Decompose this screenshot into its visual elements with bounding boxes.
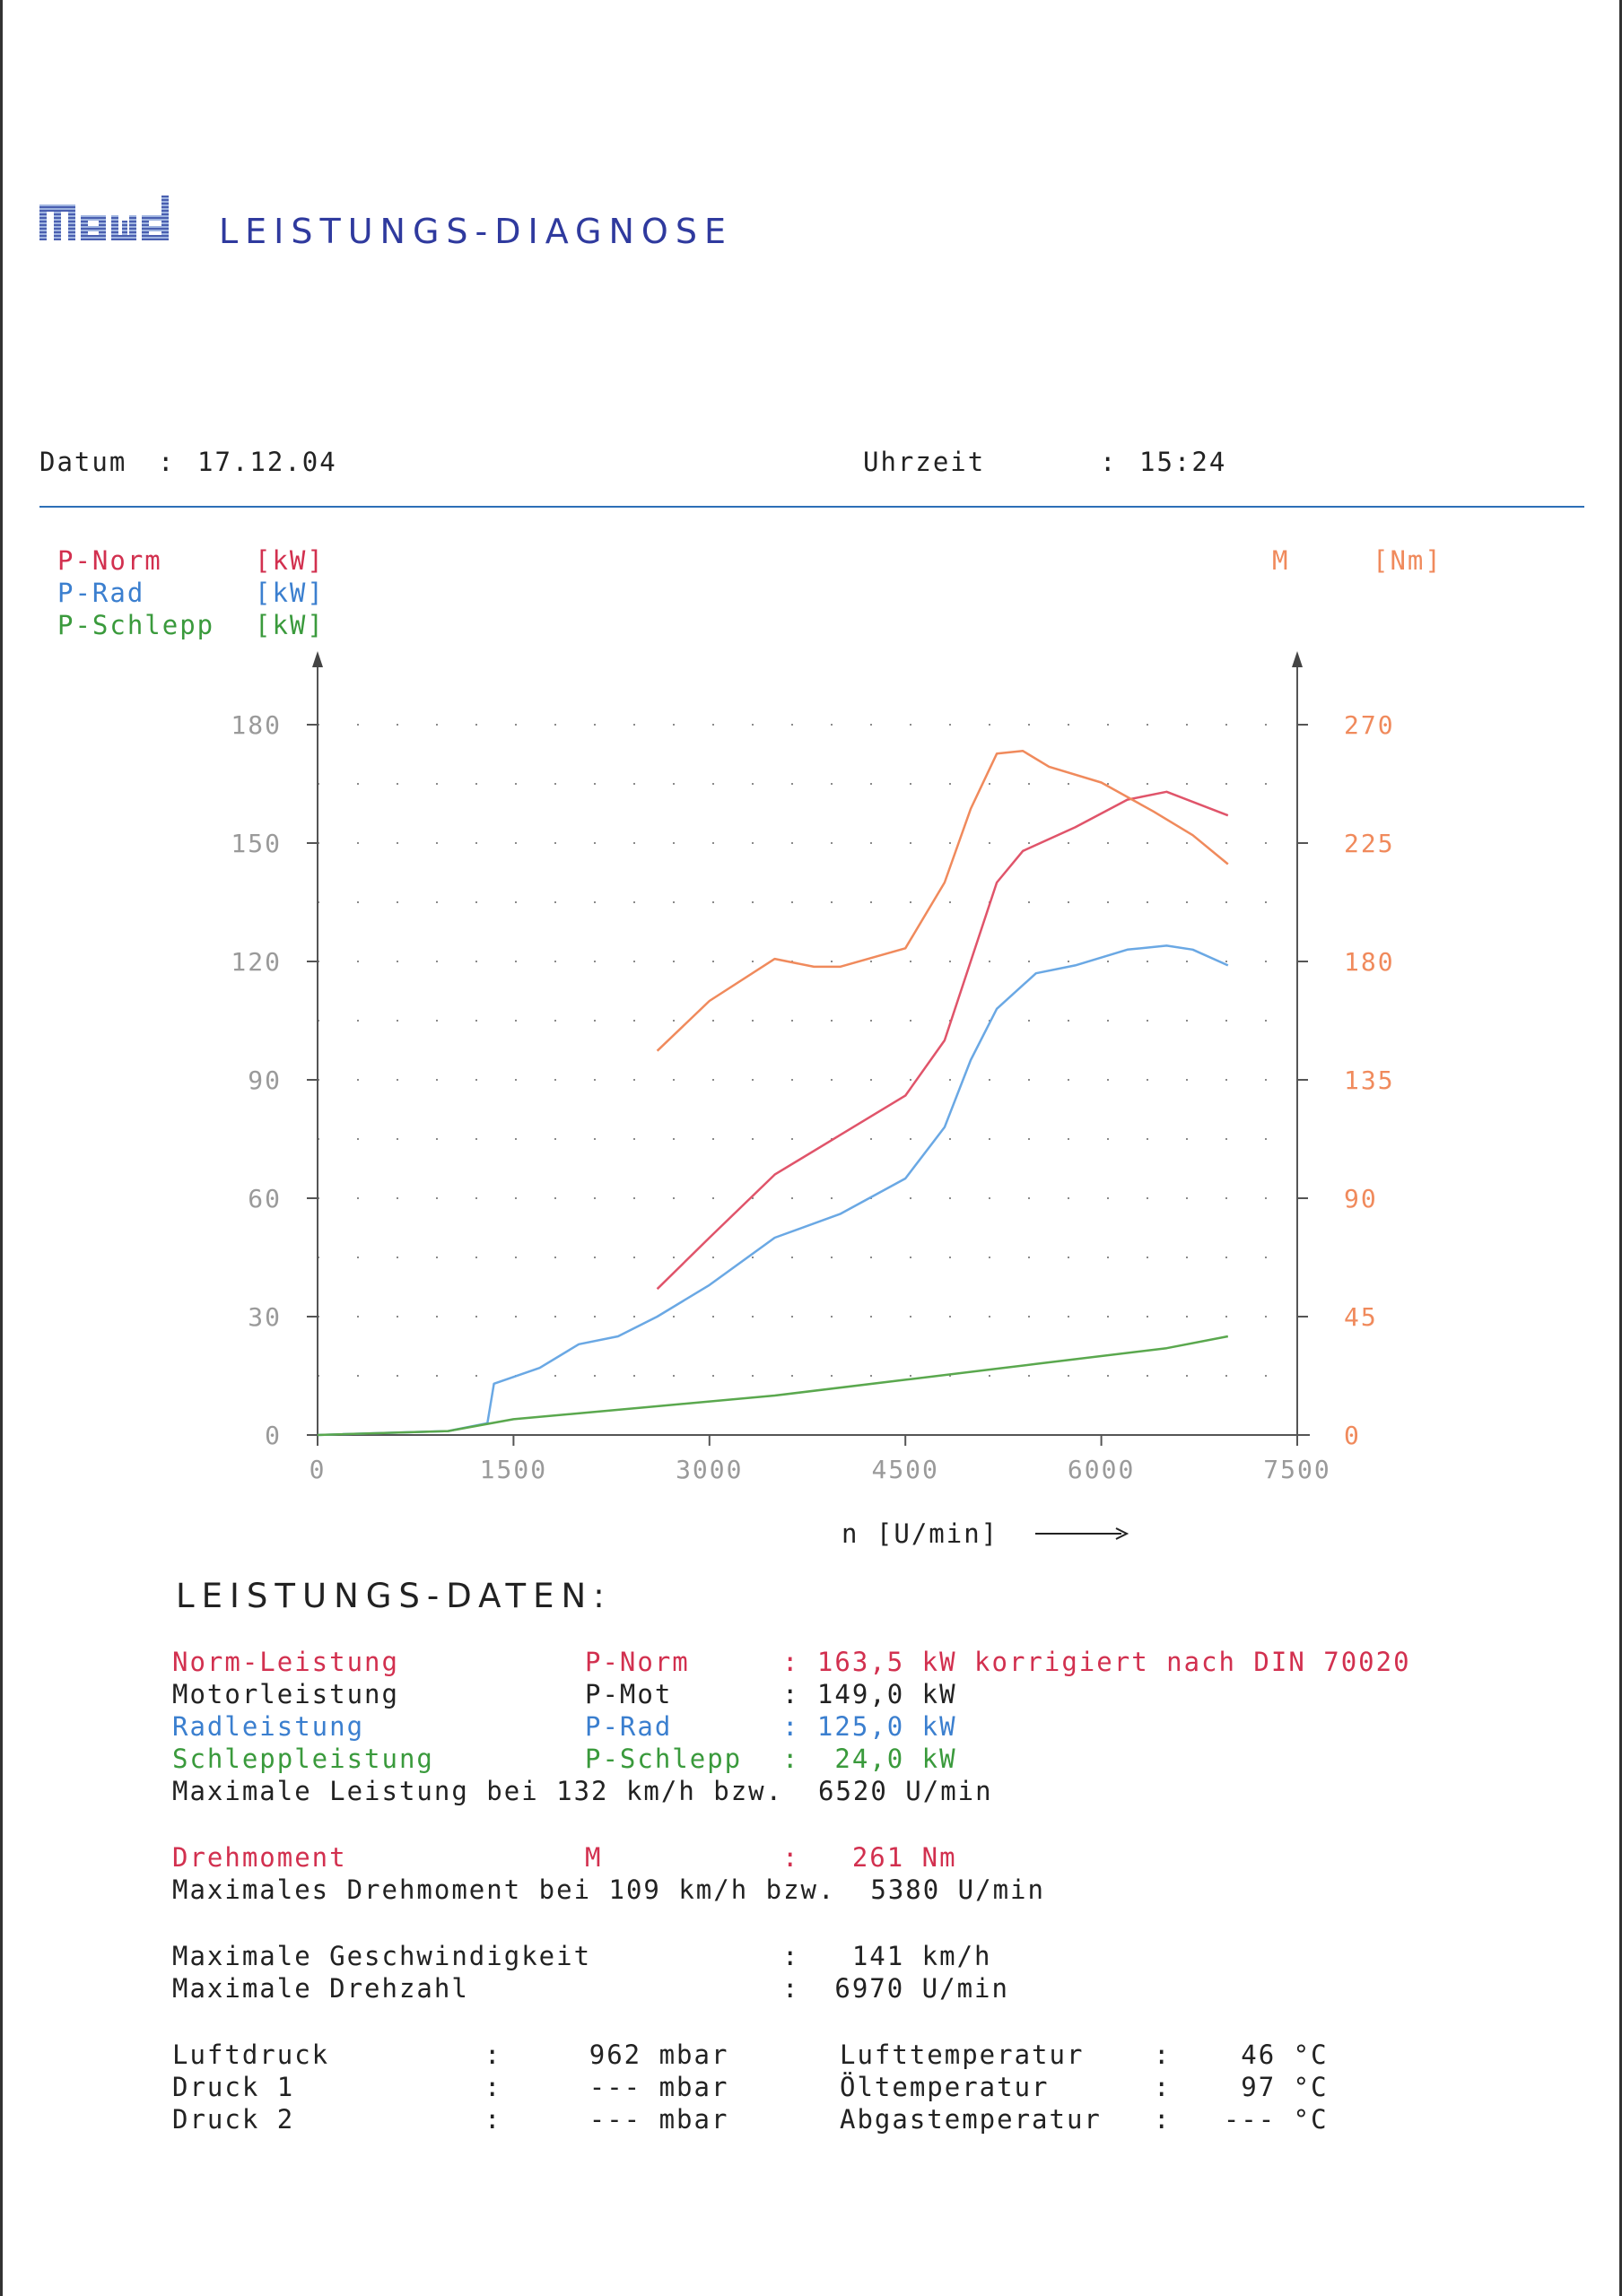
datum-colon: :	[158, 447, 176, 477]
abgastemperatur-value: : --- °C	[1154, 2104, 1329, 2135]
legend-p-schlepp-unit: [kW]	[255, 610, 325, 640]
oeltemperatur-label: Öltemperatur	[840, 2072, 1050, 2102]
row-schlepp-sym: P-Schlepp	[585, 1744, 743, 1774]
x-tick-label: 7500	[1263, 1455, 1331, 1484]
y-right-tick-label: 0	[1344, 1421, 1361, 1450]
y-left-tick-label: 180	[231, 710, 282, 740]
y-left-tick-label: 0	[265, 1421, 282, 1450]
legend-p-rad-name: P-Rad	[57, 578, 145, 608]
y-left-tick-label: 150	[231, 829, 282, 858]
power-chart	[0, 502, 1622, 1578]
max-rpm-value: : 6970 U/min	[782, 1973, 1009, 2004]
y-left-tick-label: 60	[248, 1184, 282, 1213]
druck2-label: Druck 2	[172, 2104, 295, 2135]
max-leistung-line: Maximale Leistung bei 132 km/h bzw. 6520 U/min	[172, 1776, 993, 1806]
legend-torque-name: M	[1272, 545, 1290, 576]
legend-p-norm-name: P-Norm	[57, 545, 162, 576]
y-left-tick-label: 120	[231, 947, 282, 977]
legend-torque-unit: [Nm]	[1373, 545, 1443, 576]
row-rad-sym: P-Rad	[585, 1711, 673, 1742]
row-mot-value: : 149,0 kW	[782, 1679, 957, 1709]
y-left-tick-label: 90	[248, 1065, 282, 1095]
y-right-tick-label: 225	[1344, 829, 1395, 858]
x-axis-label: n [U/min]	[842, 1518, 999, 1549]
druck2-value: : --- mbar	[484, 2104, 729, 2135]
max-speed-value: : 141 km/h	[782, 1941, 992, 1971]
row-mot-label: Motorleistung	[172, 1679, 399, 1709]
row-norm-sym: P-Norm	[585, 1647, 690, 1677]
y-right-tick-label: 135	[1344, 1065, 1395, 1095]
right-axis-arrow-icon	[1292, 651, 1303, 667]
row-norm-label: Norm-Leistung	[172, 1647, 399, 1677]
row-rad-label: Radleistung	[172, 1711, 365, 1742]
row-rad-value: : 125,0 kW	[782, 1711, 957, 1742]
max-speed-label: Maximale Geschwindigkeit	[172, 1941, 592, 1971]
torque-label: Drehmoment	[172, 1842, 347, 1873]
datum-value: 17.12.04	[197, 447, 337, 477]
x-tick-label: 0	[309, 1455, 327, 1484]
y-right-tick-label: 180	[1344, 947, 1395, 977]
y-right-tick-label: 270	[1344, 710, 1395, 740]
datum-label: Datum	[39, 447, 127, 477]
row-schlepp-label: Schleppleistung	[172, 1744, 434, 1774]
y-left-tick-label: 30	[248, 1302, 282, 1332]
series-line-p-rad	[318, 945, 1228, 1435]
x-tick-label: 6000	[1067, 1455, 1136, 1484]
legend-p-schlepp-name: P-Schlepp	[57, 610, 215, 640]
oeltemperatur-value: : 97 °C	[1154, 2072, 1329, 2102]
row-schlepp-value: : 24,0 kW	[782, 1744, 957, 1774]
x-tick-label: 4500	[871, 1455, 939, 1484]
brand-logo	[39, 196, 181, 242]
chart-ticks	[231, 710, 1394, 1484]
chart-series	[318, 751, 1228, 1435]
abgastemperatur-label: Abgastemperatur	[840, 2104, 1102, 2135]
druck1-label: Druck 1	[172, 2072, 295, 2102]
lufttemperatur-label: Lufttemperatur	[840, 2039, 1085, 2070]
data-section-title: LEISTUNGS-DATEN:	[176, 1577, 612, 1615]
legend-p-rad-unit: [kW]	[255, 578, 325, 608]
uhrzeit-value: 15:24	[1139, 447, 1227, 477]
row-norm-value: : 163,5 kW korrigiert nach DIN 70020	[782, 1647, 1411, 1677]
legend-p-norm-unit: [kW]	[255, 545, 325, 576]
series-line-p-norm	[658, 792, 1228, 1289]
max-rpm-label: Maximale Drehzahl	[172, 1973, 469, 2004]
y-right-tick-label: 45	[1344, 1302, 1378, 1332]
uhrzeit-colon: :	[1100, 447, 1118, 477]
y-right-tick-label: 90	[1344, 1184, 1378, 1213]
torque-value: : 261 Nm	[782, 1842, 957, 1873]
luftdruck-label: Luftdruck	[172, 2039, 330, 2070]
x-tick-label: 1500	[479, 1455, 548, 1484]
chart-axes	[309, 651, 1310, 1539]
max-torque-line: Maximales Drehmoment bei 109 km/h bzw. 5380 U/min	[172, 1874, 1045, 1905]
x-tick-label: 3000	[676, 1455, 744, 1484]
left-axis-arrow-icon	[312, 651, 323, 667]
page-title: LEISTUNGS-DIAGNOSE	[219, 212, 733, 251]
series-line-p-schlepp	[318, 1336, 1228, 1435]
druck1-value: : --- mbar	[484, 2072, 729, 2102]
luftdruck-value: : 962 mbar	[484, 2039, 729, 2070]
lufttemperatur-value: : 46 °C	[1154, 2039, 1329, 2070]
torque-sym: M	[585, 1842, 603, 1873]
chart-grid	[318, 725, 1297, 1376]
uhrzeit-label: Uhrzeit	[863, 447, 986, 477]
row-mot-sym: P-Mot	[585, 1679, 673, 1709]
